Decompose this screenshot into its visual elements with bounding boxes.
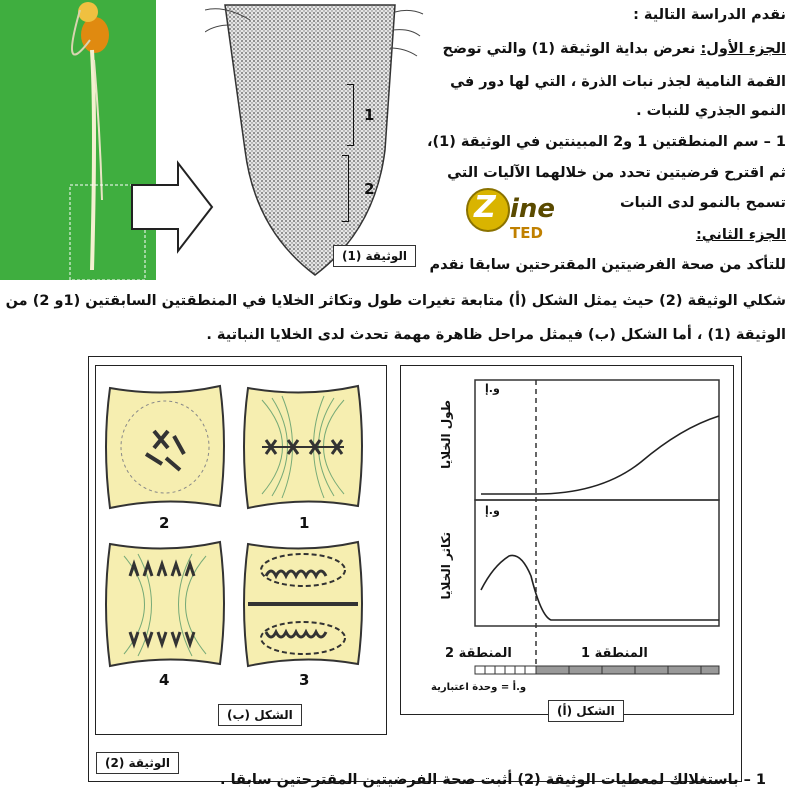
part1-heading-line [443, 42, 786, 57]
y-label-cell-proliferation: تكاثر الخلايا [439, 532, 453, 600]
y-label-cell-length: طول الخلايا [439, 400, 453, 469]
right-arrow-icon [130, 160, 215, 255]
zone1-label: 1 [364, 106, 375, 124]
zone2-bracket [342, 155, 349, 222]
cell-label-1: 1 [299, 514, 310, 532]
cell-label-4: 4 [159, 671, 170, 689]
zone2-label: 2 [364, 180, 375, 198]
logo-z: Z [474, 190, 496, 225]
zine-ted-logo [466, 188, 576, 244]
root-tip-drawing [205, 0, 425, 285]
document2-label: الوثيقة (2) [96, 752, 179, 774]
question1-line1: 1 – سم المنطقتين 1 و2 المبينتين في الوثيقة (1)، [426, 134, 786, 150]
part1-line2: القمة النامية لجذر نبات الذرة ، التي لها دور في [450, 74, 786, 90]
bottom-graph-unit: و.إ [485, 504, 500, 517]
figure-a-label: الشكل (أ) [548, 700, 624, 722]
zone1-bracket [347, 84, 354, 146]
figure-b-panel [95, 365, 387, 735]
question2-text: 1 – باستغلالك لمعطيات الوثيقة (2) أثبت صحة الفرضيتين المقترحتين سابقا . [220, 772, 766, 788]
part2-line1: للتأكد من صحة الفرضيتين المقترحتين سابقا نقدم [429, 257, 786, 273]
cell-label-2: 2 [159, 514, 170, 532]
part1-line1: نعرض بداية الوثيقة (1) والتي توضح [442, 41, 701, 57]
part1-line3: النمو الجذري للنبات . [636, 103, 786, 119]
logo-ted: TED [510, 224, 543, 242]
part2-title: الجزء الثاني: [695, 227, 786, 243]
top-graph-unit: و.إ [485, 382, 500, 395]
part2-line3: الوثيقة (1) ، أما الشكل (ب) فيمثل مراحل ظاهرة مهمة تحدث لدى الخلايا النباتية . [206, 327, 786, 343]
question1-line3: تسمح بالنمو لدى النبات [620, 195, 786, 211]
part2-line2: شكلي الوثيقة (2) حيث يمثل الشكل (أ) متابعة تغيرات طول وتكاثر الخلايا في المنطقتين السابقتين (1و 2) من [5, 293, 786, 309]
zone2-axis-label: المنطقة 2 [445, 646, 512, 661]
mitosis-stages-drawing [96, 366, 386, 734]
figure-a-panel [400, 365, 734, 715]
x-unit-note: و.أ = وحدة اعتبارية [431, 682, 527, 693]
zone1-axis-label: المنطقة 1 [581, 646, 648, 661]
question1-line2: ثم اقترح فرضيتين تحدد من خلالهما الآليات التي [447, 165, 786, 181]
part1-title: الجزء الأول: [700, 41, 786, 57]
document1-label: الوثيقة (1) [333, 245, 416, 267]
logo-ine: ine [510, 194, 556, 224]
intro-text: نقدم الدراسة التالية : [633, 7, 786, 23]
cell-label-3: 3 [299, 671, 310, 689]
figure-b-label: الشكل (ب) [218, 704, 302, 726]
